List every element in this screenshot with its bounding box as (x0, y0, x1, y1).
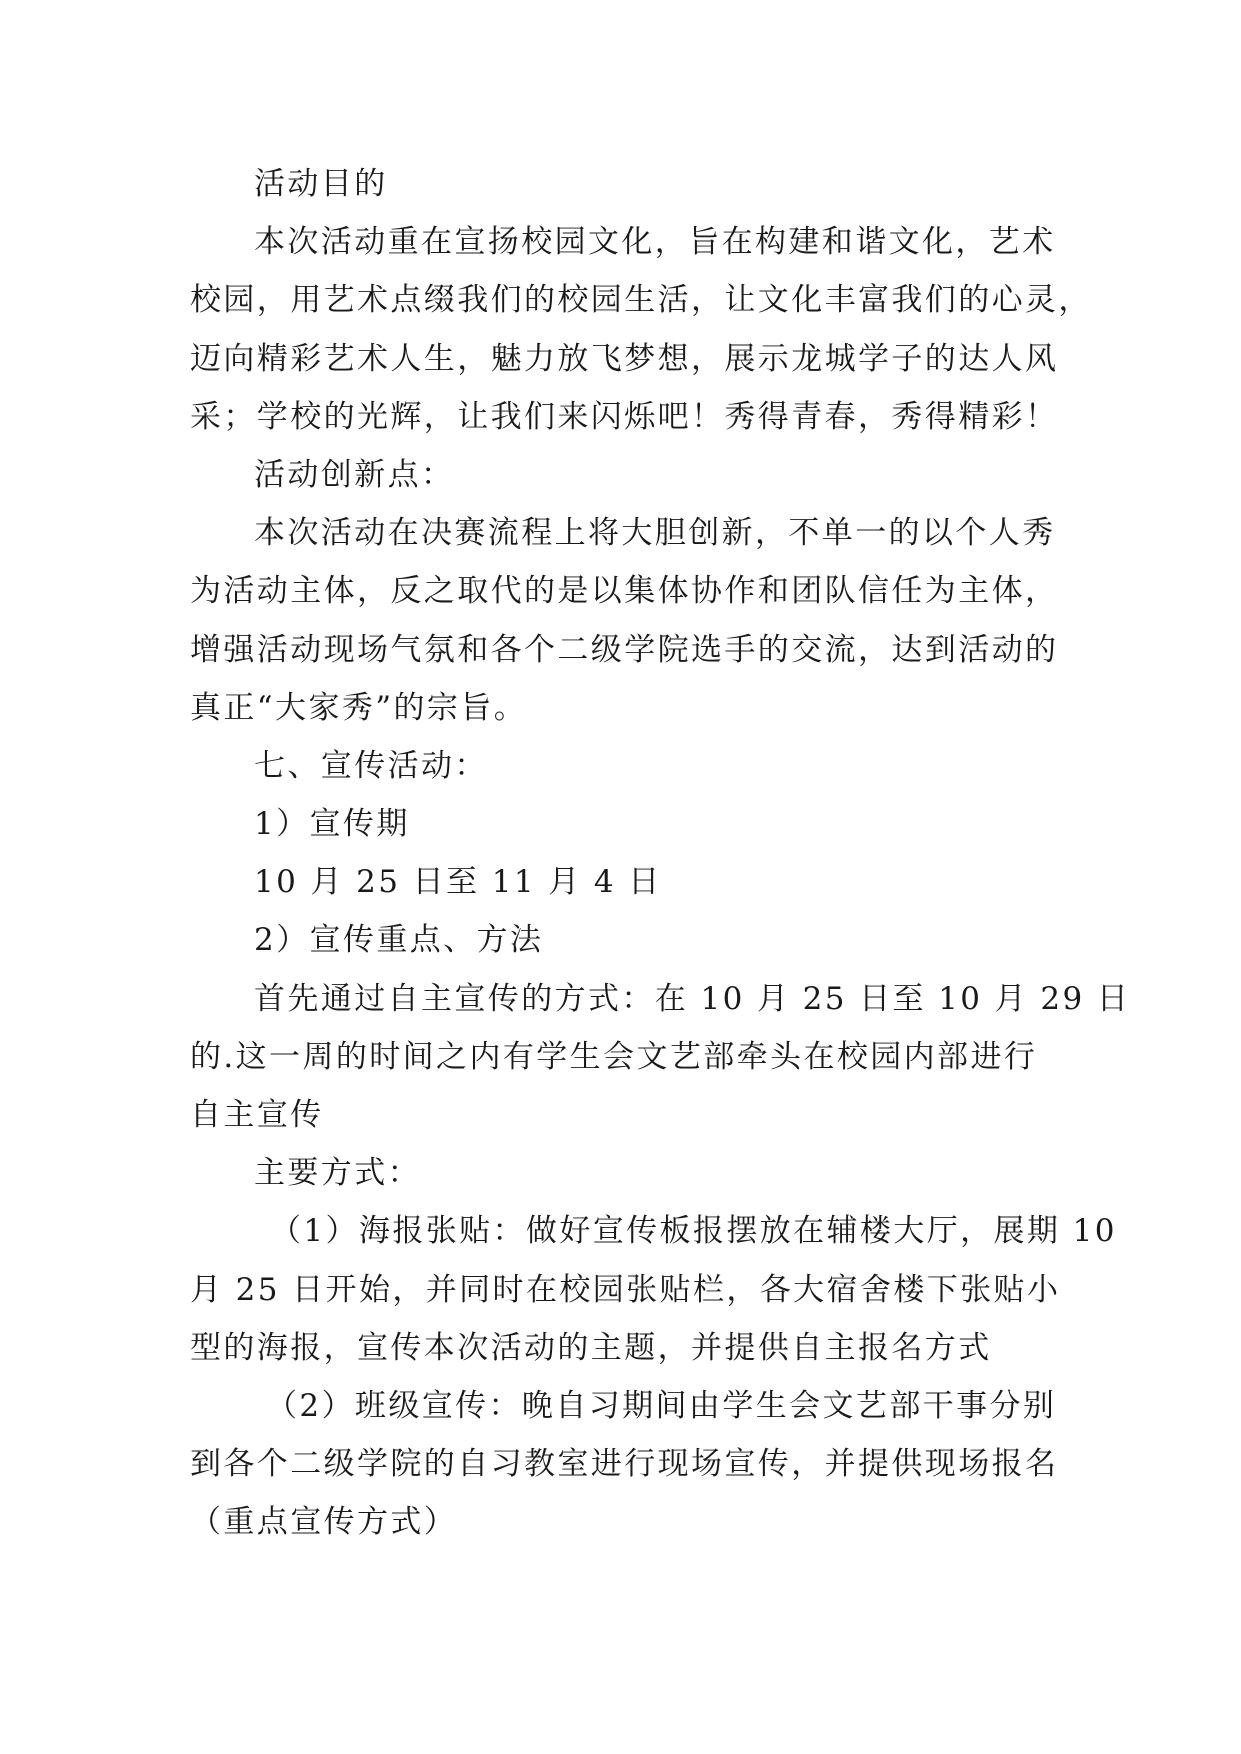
text-line: 采；学校的光辉，让我们来闪烁吧！秀得青春，秀得精彩！ (190, 398, 1059, 435)
paragraph (190, 911, 1060, 969)
text-line: （2）班级宣传：晚自习期间由学生会文艺部干事分别 (266, 1387, 1057, 1424)
text-line: 为活动主体，反之取代的是以集体协作和团队信任为主体， (190, 573, 1059, 610)
paragraph (190, 213, 1092, 446)
text-line: 迈向精彩艺术人生，魅力放飞梦想，展示龙城学子的达人风 (190, 340, 1059, 377)
text-line: 本次活动重在宣扬校园文化，旨在构建和谐文化，艺术 (254, 224, 1056, 261)
text-line: 主要方式： (254, 1155, 421, 1192)
paragraph (190, 155, 1060, 213)
text-line: 本次活动在决赛流程上将大胆创新，不单一的以个人秀 (254, 515, 1056, 552)
text-line: 校园，用艺术点缀我们的校园生活，让文化丰富我们的心灵， (190, 282, 1092, 319)
paragraph (190, 504, 1060, 737)
document-body (190, 155, 1131, 1552)
text-line: 活动目的 (254, 166, 388, 202)
paragraph (190, 795, 1060, 853)
text-line: 到各个二级学院的自习教室进行现场宣传，并提供现场报名 (190, 1446, 1059, 1483)
text-line: 10 月 25 日至 11 月 4 日 (254, 864, 662, 901)
text-line: （重点宣传方式） (190, 1504, 458, 1541)
text-line: （1）海报张贴：做好宣传板报摆放在辅楼大厅，展期 10 (270, 1213, 1117, 1250)
text-line: 的.这一周的时间之内有学生会文艺部牵头在校园内部进行 (190, 1038, 1038, 1075)
text-line: 七、宣传活动： (254, 747, 488, 784)
text-line: 1）宣传期 (254, 806, 410, 843)
text-line: 首先通过自主宣传的方式：在 10 月 25 日至 10 月 29 日 (254, 980, 1131, 1017)
paragraph (190, 970, 1131, 1145)
paragraph (190, 1144, 1060, 1202)
paragraph (190, 1202, 1117, 1377)
text-line: 月 25 日开始，并同时在校园张贴栏，各大宿舍楼下张贴小 (190, 1271, 1061, 1308)
text-line: 增强活动现场气氛和各个二级学院选手的交流，达到活动的 (190, 631, 1059, 668)
paragraph (190, 737, 1060, 795)
paragraph (190, 853, 1060, 911)
paragraph (190, 446, 1060, 504)
paragraph (190, 1377, 1060, 1552)
text-line: 2）宣传重点、方法 (254, 922, 544, 959)
text-line: 真正“大家秀”的宗旨。 (190, 689, 528, 726)
text-line: 活动创新点： (254, 456, 455, 493)
text-line: 型的海报，宣传本次活动的主题，并提供自主报名方式 (190, 1329, 992, 1366)
text-line: 自主宣传 (190, 1097, 324, 1133)
